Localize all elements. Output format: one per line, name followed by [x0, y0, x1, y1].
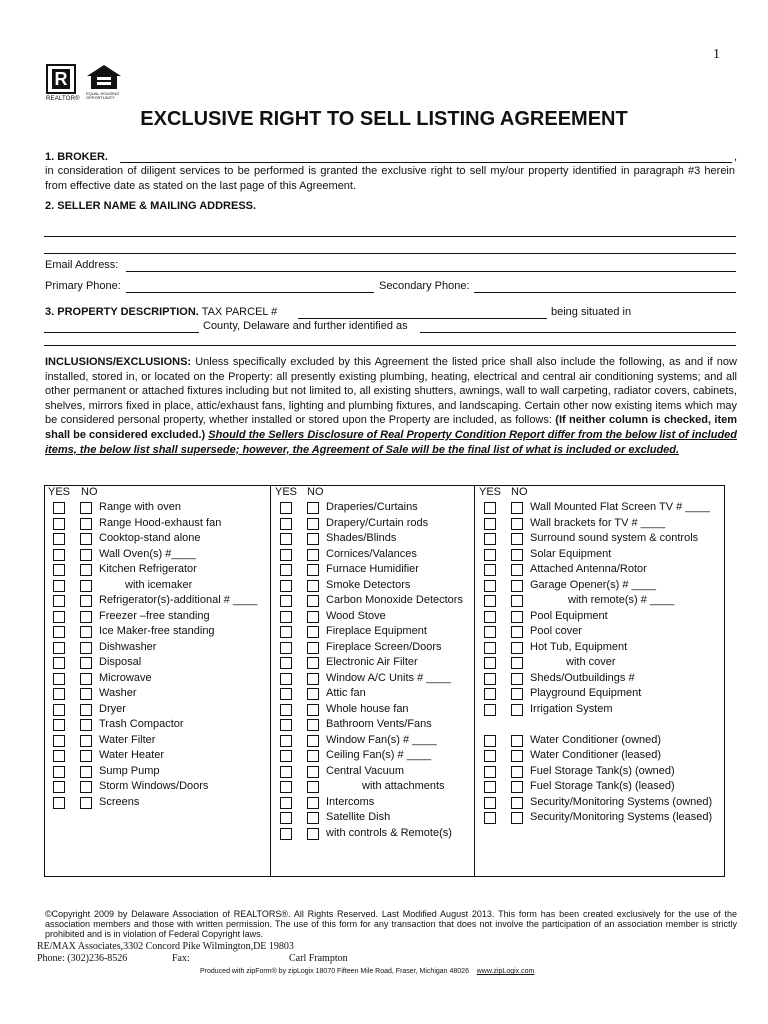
county-field[interactable]	[44, 332, 199, 333]
yes-checkbox[interactable]	[280, 642, 292, 654]
checklist-item-label: Drapery/Curtain rods	[326, 516, 429, 529]
no-checkbox[interactable]	[80, 533, 92, 545]
checklist-item-label: Water Conditioner (owned)	[530, 733, 662, 746]
no-checkbox[interactable]	[307, 766, 319, 778]
yes-checkbox[interactable]	[280, 549, 292, 561]
yes-checkbox[interactable]	[484, 611, 496, 623]
no-checkbox[interactable]	[307, 518, 319, 530]
column-divider-1	[270, 485, 271, 876]
no-checkbox[interactable]	[80, 595, 92, 607]
checklist-item-label: Furnace Humidifier	[326, 563, 419, 575]
checklist-item-label: Satellite Dish	[326, 811, 391, 823]
checklist-item-label: Water Filter	[99, 733, 156, 746]
no-checkbox[interactable]	[307, 549, 319, 561]
yes-checkbox[interactable]	[280, 781, 292, 793]
checklist-item-label: Pool cover	[530, 625, 582, 637]
office-fax: Fax:	[172, 953, 190, 964]
inclusions-paragraph	[45, 355, 737, 457]
yes-checkbox[interactable]	[484, 673, 496, 685]
no-checkbox[interactable]	[80, 626, 92, 638]
no-checkbox[interactable]	[511, 502, 523, 514]
no-checkbox[interactable]	[307, 688, 319, 700]
yes-checkbox[interactable]	[53, 750, 65, 762]
no-checkbox[interactable]	[80, 611, 92, 623]
realtor-logo-text: REALTOR®	[46, 96, 80, 102]
produced-text: Produced with zipForm® by zipLogix 18070 Fifteen Mile Road, Fraser, Michigan 48026	[200, 968, 469, 975]
yes-checkbox[interactable]	[280, 595, 292, 607]
checklist-item-label: Electronic Air Filter	[326, 656, 418, 668]
yes-checkbox[interactable]	[484, 797, 496, 809]
checklist-item-label: Trash Compactor	[99, 718, 184, 730]
yes-checkbox[interactable]	[484, 533, 496, 545]
no-checkbox[interactable]	[307, 657, 319, 669]
yes-checkbox[interactable]	[53, 518, 65, 530]
checklist-item-label: Fireplace Equipment	[326, 625, 427, 637]
checklist-item-label: Disposal	[99, 656, 142, 668]
property-row	[45, 306, 277, 318]
yes-checkbox[interactable]	[53, 688, 65, 700]
yes-checkbox[interactable]	[53, 766, 65, 778]
no-checkbox[interactable]	[307, 781, 319, 793]
checklist-item-label: Water Conditioner (leased)	[530, 749, 662, 761]
no-checkbox[interactable]	[80, 518, 92, 530]
no-checkbox[interactable]	[80, 673, 92, 685]
checklist-item-label: Draperies/Curtains	[326, 501, 418, 513]
yes-checkbox[interactable]	[280, 766, 292, 778]
inclusions-label: INCLUSIONS/EXCLUSIONS:	[45, 356, 192, 368]
col2-yes-header: YES	[275, 486, 298, 498]
no-checkbox[interactable]	[80, 781, 92, 793]
no-checkbox[interactable]	[511, 549, 523, 561]
checklist-item-label: Surround sound system & controls	[530, 532, 699, 544]
no-checkbox[interactable]	[80, 797, 92, 809]
yes-checkbox[interactable]	[484, 766, 496, 778]
no-checkbox[interactable]	[80, 735, 92, 747]
no-checkbox[interactable]	[307, 595, 319, 607]
no-checkbox[interactable]	[511, 657, 523, 669]
checklist-item-label: with controls & Remote(s)	[326, 826, 452, 839]
equal-housing-text: EQUAL HOUSING OPPORTUNITY	[86, 91, 120, 100]
no-checkbox[interactable]	[511, 781, 523, 793]
checklist-item-label: Fuel Storage Tank(s) (leased)	[530, 780, 675, 792]
no-checkbox[interactable]	[307, 642, 319, 654]
no-checkbox[interactable]	[511, 688, 523, 700]
tax-parcel-field[interactable]	[298, 318, 547, 319]
no-checkbox[interactable]	[307, 750, 319, 762]
checklist-item-label: Cooktop-stand alone	[99, 532, 201, 544]
no-checkbox[interactable]	[307, 797, 319, 809]
no-checkbox[interactable]	[80, 704, 92, 716]
page-number: 1	[713, 47, 720, 62]
equal-housing-icon	[85, 64, 123, 90]
checklist-item-label: with cover	[566, 656, 616, 668]
yes-checkbox[interactable]	[484, 642, 496, 654]
no-checkbox[interactable]	[511, 812, 523, 824]
produced-line	[200, 968, 534, 975]
no-checkbox[interactable]	[511, 564, 523, 576]
yes-checkbox[interactable]	[280, 626, 292, 638]
checklist-item-label: Range with oven	[99, 501, 181, 513]
checklist-item-label: Security/Monitoring Systems (owned)	[530, 795, 713, 808]
no-checkbox[interactable]	[511, 673, 523, 685]
checklist-item-label: Central Vacuum	[326, 764, 405, 777]
yes-checkbox[interactable]	[484, 580, 496, 592]
checklist-item-label: Playground Equipment	[530, 687, 642, 699]
no-checkbox[interactable]	[80, 688, 92, 700]
yes-checkbox[interactable]	[484, 626, 496, 638]
checklist-item-label: Bathroom Vents/Fans	[326, 718, 432, 730]
yes-checkbox[interactable]	[53, 781, 65, 793]
yes-checkbox[interactable]	[53, 549, 65, 561]
primary-phone-label: Primary Phone:	[45, 280, 121, 292]
no-checkbox[interactable]	[511, 797, 523, 809]
checklist-item-label: Attic fan	[326, 687, 366, 699]
yes-checkbox[interactable]	[53, 704, 65, 716]
checklist-item-label: Garage Opener(s) # ____	[530, 578, 656, 591]
no-checkbox[interactable]	[80, 549, 92, 561]
yes-checkbox[interactable]	[484, 549, 496, 561]
no-checkbox[interactable]	[307, 580, 319, 592]
yes-checkbox[interactable]	[53, 642, 65, 654]
property-label: 3. PROPERTY DESCRIPTION.	[45, 306, 199, 318]
no-checkbox[interactable]	[307, 564, 319, 576]
col2-no-header: NO	[307, 486, 324, 498]
county-label: County, Delaware and further identified as	[203, 320, 408, 332]
checklist-item-label: Attached Antenna/Rotor	[530, 563, 647, 575]
email-field[interactable]	[126, 271, 736, 272]
yes-checkbox[interactable]	[484, 812, 496, 824]
broker-label: 1. BROKER.	[45, 151, 108, 163]
yes-checkbox[interactable]	[53, 502, 65, 514]
yes-checkbox[interactable]	[280, 688, 292, 700]
copyright-text: ©Copyright 2009 by Delaware Association of REALTORS®. All Rights Reserved. Last Modified August 2013. This form has been created exclusively for the use of the association members and those with written permission. The use of this form for any transaction that does not involve the participation of an association member is strictly prohibited and is in violation of Federal Copyright laws.	[45, 909, 737, 939]
seller-address-line-2[interactable]	[44, 253, 736, 254]
yes-checkbox[interactable]	[53, 657, 65, 669]
no-checkbox[interactable]	[307, 626, 319, 638]
checklist-item-label: Wall Mounted Flat Screen TV # ____	[530, 501, 710, 513]
broker-input-line[interactable]	[120, 162, 732, 163]
realtor-logo: R	[46, 64, 76, 94]
inclusions-italic-note: Should the Sellers Disclosure of Real Property Condition Report differ from the below list of included items, the below list shall supersede; however, the Agreement of Sale will be the final list of what is included or excluded.	[45, 428, 737, 456]
situated-label: being situated in	[551, 306, 632, 318]
col1-no-header: NO	[81, 486, 98, 498]
no-checkbox[interactable]	[307, 673, 319, 685]
checklist-item-label: Solar Equipment	[530, 547, 612, 560]
yes-checkbox[interactable]	[484, 595, 496, 607]
no-checkbox[interactable]	[307, 533, 319, 545]
checklist-item-label: with icemaker	[125, 578, 193, 591]
yes-checkbox[interactable]	[280, 502, 292, 514]
no-checkbox[interactable]	[511, 642, 523, 654]
no-checkbox[interactable]	[80, 657, 92, 669]
column-divider-2	[474, 485, 475, 876]
inclusions-text: Unless specifically excluded by this Agreement the listed price shall also include the following, as and if now installed, stored in, or located on the Property: all presently existing plumbing, heating, electrical and central air conditioning systems; and all other permanent or attached fixtures including but not limited to, all existing shutters, awnings, wall to wall carpeting, radiator covers, cabinets, shelves, mirrors fixed in place, attic/exhaust fans, lighting and plumbing fixtures, and landscaping. Certain other now existing items which may be considered personal property, whether installed or stored upon the Property are included, as follows:	[45, 356, 737, 427]
checklist-item-label: Sheds/Outbuildings #	[530, 671, 635, 684]
checklist-item-label: Freezer –free standing	[99, 609, 210, 622]
broker-text: in consideration of diligent services to be performed is granted the exclusive right to sell my/our property identified in paragraph #3 herein from effective date as stated on the last page of this Agreement.	[45, 165, 735, 192]
no-checkbox[interactable]	[511, 595, 523, 607]
checklist-item-label: Wall brackets for TV # ____	[530, 516, 666, 529]
inclusions-bold-note: (If neither column is checked, item shall be considered excluded.)	[45, 414, 737, 441]
checklist-item-label: Microwave	[99, 671, 152, 684]
checklist-item-label: Ice Maker-free standing	[99, 625, 215, 637]
yes-checkbox[interactable]	[484, 781, 496, 793]
no-checkbox[interactable]	[511, 518, 523, 530]
no-checkbox[interactable]	[80, 766, 92, 778]
office-phone: Phone: (302)236-8526	[37, 953, 128, 964]
yes-checkbox[interactable]	[53, 719, 65, 731]
no-checkbox[interactable]	[511, 704, 523, 716]
yes-checkbox[interactable]	[280, 657, 292, 669]
seller-label: 2. SELLER NAME & MAILING ADDRESS.	[45, 200, 257, 212]
yes-checkbox[interactable]	[484, 735, 496, 747]
no-checkbox[interactable]	[307, 704, 319, 716]
yes-checkbox[interactable]	[53, 735, 65, 747]
checklist-item-label: Dishwasher	[99, 640, 157, 653]
no-checkbox[interactable]	[307, 719, 319, 731]
yes-checkbox[interactable]	[53, 595, 65, 607]
ziplogix-link[interactable]: www.zipLogix.com	[476, 968, 535, 975]
yes-checkbox[interactable]	[280, 812, 292, 824]
yes-checkbox[interactable]	[484, 704, 496, 716]
yes-checkbox[interactable]	[484, 502, 496, 514]
no-checkbox[interactable]	[80, 580, 92, 592]
col1-yes-header: YES	[48, 486, 71, 498]
broker-comma: ,	[734, 151, 738, 163]
yes-checkbox[interactable]	[280, 518, 292, 530]
no-checkbox[interactable]	[511, 735, 523, 747]
no-checkbox[interactable]	[307, 502, 319, 514]
checklist-item-label: Security/Monitoring Systems (leased)	[530, 811, 713, 823]
yes-checkbox[interactable]	[280, 611, 292, 623]
checklist-item-label: Whole house fan	[326, 702, 409, 715]
yes-checkbox[interactable]	[53, 626, 65, 638]
checklist-item-label: Window Fan(s) # ____	[326, 733, 437, 746]
checklist-item-label: Fireplace Screen/Doors	[326, 640, 442, 653]
yes-checkbox[interactable]	[53, 797, 65, 809]
no-checkbox[interactable]	[307, 611, 319, 623]
checklist-item-label: Range Hood-exhaust fan	[99, 516, 222, 529]
yes-checkbox[interactable]	[280, 704, 292, 716]
checklist-item-label: Fuel Storage Tank(s) (owned)	[530, 764, 675, 777]
checklist-item-label: Wall Oven(s) #____	[99, 547, 196, 560]
col3-yes-header: YES	[479, 486, 502, 498]
checklist-item-label: Dryer	[99, 702, 126, 715]
yes-checkbox[interactable]	[280, 564, 292, 576]
checklist-item-label: Wood Stove	[326, 609, 386, 622]
checklist-item-label: Storm Windows/Doors	[99, 780, 209, 792]
no-checkbox[interactable]	[511, 533, 523, 545]
checklist-item-label: Intercoms	[326, 795, 375, 808]
checklist-item-label: Pool Equipment	[530, 609, 608, 622]
no-checkbox[interactable]	[80, 750, 92, 762]
secondary-phone-field[interactable]	[474, 292, 736, 293]
no-checkbox[interactable]	[511, 580, 523, 592]
yes-checkbox[interactable]	[280, 750, 292, 762]
yes-checkbox[interactable]	[484, 564, 496, 576]
checklist-item-label: Irrigation System	[530, 702, 613, 715]
tax-parcel-label: TAX PARCEL #	[201, 306, 278, 318]
no-checkbox[interactable]	[80, 642, 92, 654]
seller-address-line-1[interactable]	[44, 236, 736, 237]
identified-as-field[interactable]	[420, 332, 736, 333]
no-checkbox[interactable]	[511, 611, 523, 623]
checklist-item-label: with remote(s) # ____	[568, 594, 675, 606]
no-checkbox[interactable]	[307, 812, 319, 824]
checklist-item-label: Smoke Detectors	[326, 578, 411, 591]
checklist-item-label: Washer	[99, 687, 137, 699]
no-checkbox[interactable]	[307, 828, 319, 840]
office-address: RE/MAX Associates,3302 Concord Pike Wilmington,DE 19803	[37, 941, 294, 952]
no-checkbox[interactable]	[80, 564, 92, 576]
yes-checkbox[interactable]	[53, 580, 65, 592]
no-checkbox[interactable]	[511, 766, 523, 778]
yes-checkbox[interactable]	[280, 828, 292, 840]
no-checkbox[interactable]	[80, 719, 92, 731]
yes-checkbox[interactable]	[484, 657, 496, 669]
yes-checkbox[interactable]	[280, 533, 292, 545]
checklist-item-label: Sump Pump	[99, 764, 160, 777]
no-checkbox[interactable]	[307, 735, 319, 747]
checklist-item-label: Carbon Monoxide Detectors	[326, 594, 463, 606]
yes-checkbox[interactable]	[280, 719, 292, 731]
agent-name: Carl Frampton	[289, 953, 348, 964]
yes-checkbox[interactable]	[280, 797, 292, 809]
yes-checkbox[interactable]	[280, 735, 292, 747]
checklist-item-label: Screens	[99, 795, 140, 808]
yes-checkbox[interactable]	[484, 688, 496, 700]
property-extra-line[interactable]	[44, 345, 736, 346]
yes-checkbox[interactable]	[280, 673, 292, 685]
secondary-phone-label: Secondary Phone:	[379, 280, 470, 292]
checklist-item-label: Refrigerator(s)-additional # ____	[99, 594, 258, 606]
no-checkbox[interactable]	[80, 502, 92, 514]
no-checkbox[interactable]	[511, 750, 523, 762]
yes-checkbox[interactable]	[484, 518, 496, 530]
checklist-item-label: with attachments	[362, 780, 445, 792]
yes-checkbox[interactable]	[53, 611, 65, 623]
checklist-item-label: Kitchen Refrigerator	[99, 563, 197, 575]
yes-checkbox[interactable]	[53, 564, 65, 576]
yes-checkbox[interactable]	[280, 580, 292, 592]
yes-checkbox[interactable]	[53, 673, 65, 685]
no-checkbox[interactable]	[511, 626, 523, 638]
yes-checkbox[interactable]	[484, 750, 496, 762]
checklist-item-label: Window A/C Units # ____	[326, 671, 451, 684]
checklist-item-label: Hot Tub, Equipment	[530, 640, 628, 653]
checklist-item-label: Ceiling Fan(s) # ____	[326, 749, 432, 761]
checklist-item-label: Water Heater	[99, 749, 165, 761]
checklist-item-label: Cornices/Valances	[326, 547, 417, 560]
primary-phone-field[interactable]	[126, 292, 374, 293]
email-label: Email Address:	[45, 259, 119, 271]
yes-checkbox[interactable]	[53, 533, 65, 545]
col3-no-header: NO	[511, 486, 528, 498]
page-title: EXCLUSIVE RIGHT TO SELL LISTING AGREEMENT	[140, 108, 628, 130]
checklist-item-label: Shades/Blinds	[326, 532, 397, 544]
